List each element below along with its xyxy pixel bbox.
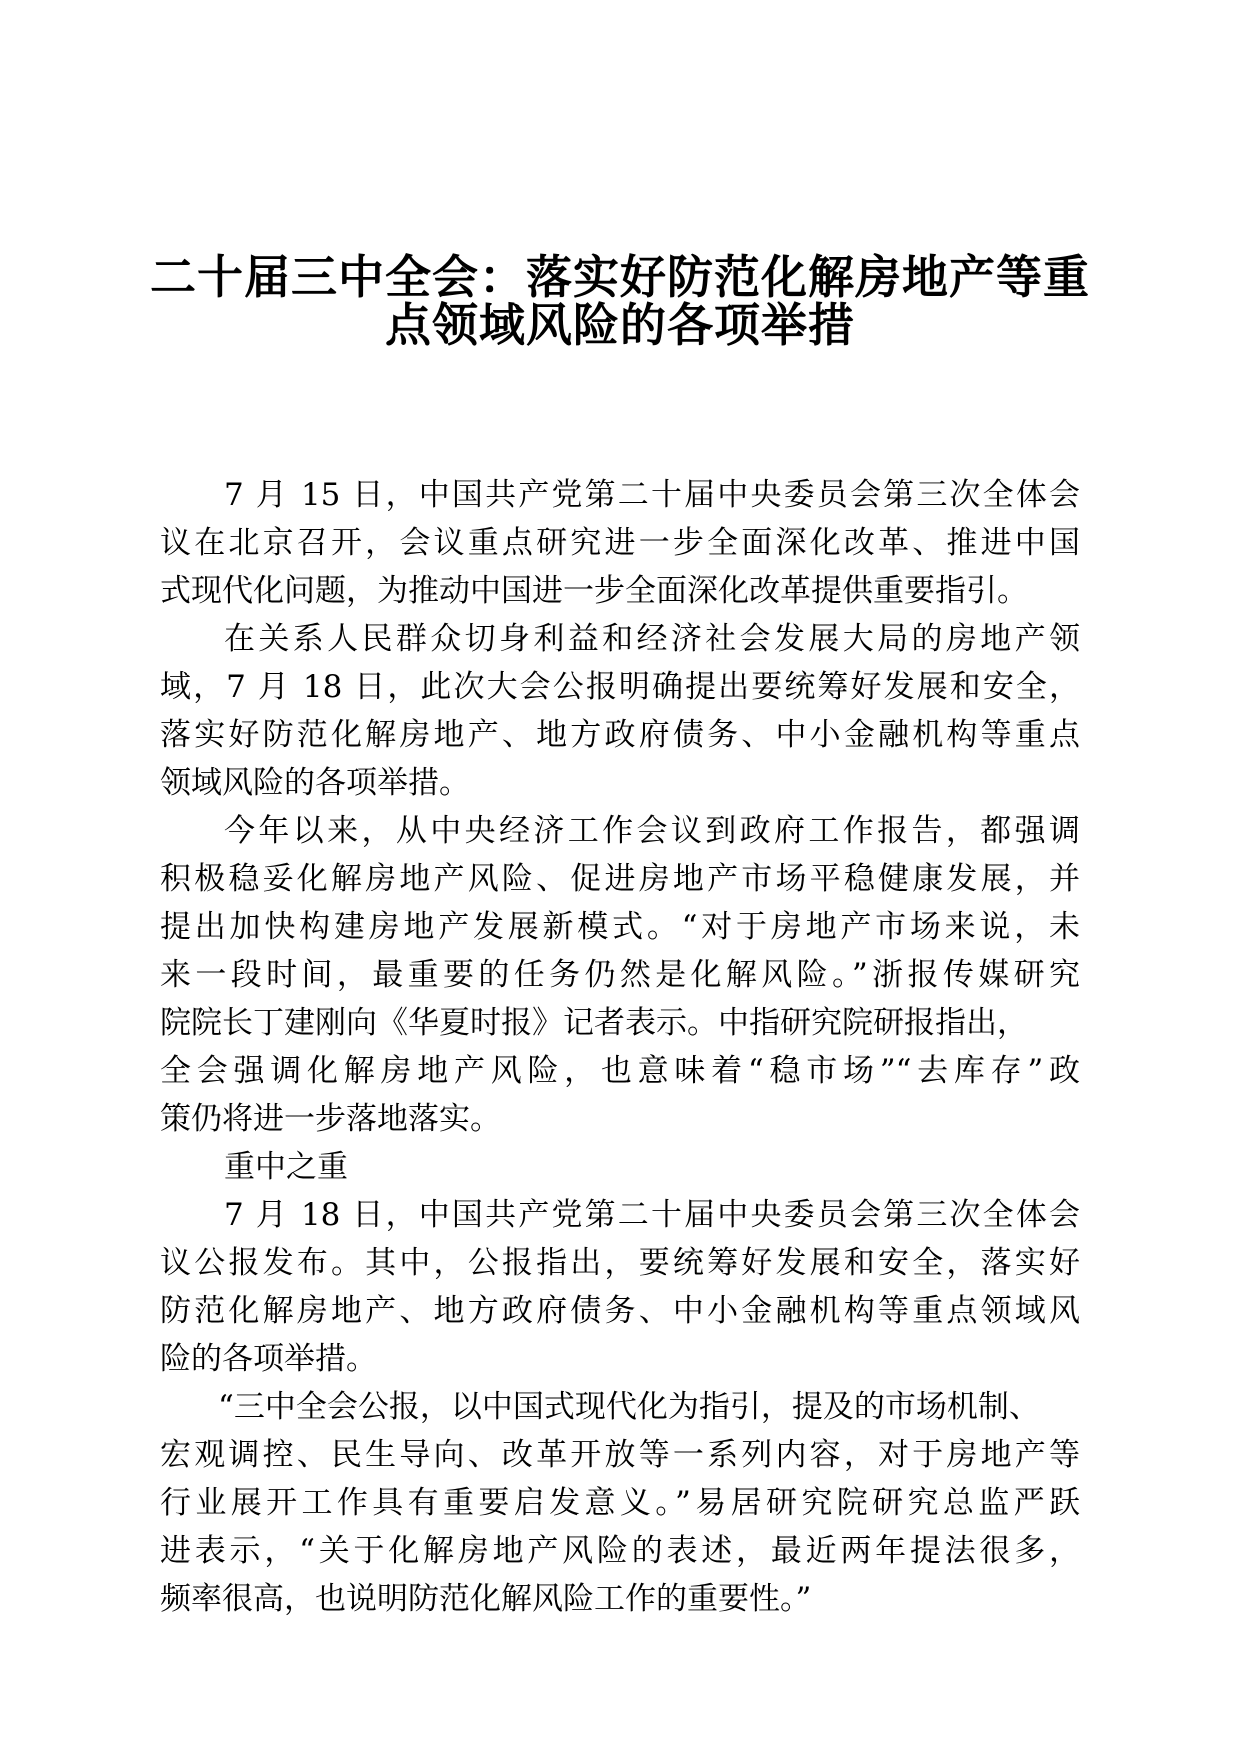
text-line: 险的各项举措。 (160, 1341, 377, 1377)
text-line: 7 月 18 日，中国共产党第二十届中央委员会第三次全体会 (224, 1197, 1080, 1233)
paragraph (160, 1191, 1080, 1383)
text-line: 在关系人民群众切身利益和经济社会发展大局的房地产领 (224, 621, 1080, 657)
text-line: 积极稳妥化解房地产风险、促进房地产市场平稳健康发展，并 (160, 861, 1080, 897)
document-body (160, 471, 1080, 1623)
text-line: 行业展开工作具有重要启发意义。”易居研究院研究总监严跃 (160, 1485, 1080, 1521)
title-line: 点领域风险的各项举措 (385, 298, 855, 352)
text-line: 域，7 月 18 日，此次大会公报明确提出要统筹好发展和安全， (160, 669, 1080, 705)
text-line: 议在北京召开，会议重点研究进一步全面深化改革、推进中国 (160, 525, 1080, 561)
text-line: 进表示，“关于化解房地产风险的表述，最近两年提法很多， (160, 1533, 1080, 1569)
text-line: 提出加快构建房地产发展新模式。“对于房地产市场来说，未 (160, 909, 1080, 945)
text-line: 频率很高，也说明防范化解风险工作的重要性。” (160, 1581, 812, 1617)
paragraph (160, 1383, 1080, 1623)
text-line: 领域风险的各项举措。 (160, 765, 470, 801)
text-line: 防范化解房地产、地方政府债务、中小金融机构等重点领域风 (160, 1293, 1080, 1329)
text-line: 式现代化问题，为推动中国进一步全面深化改革提供重要指引。 (160, 573, 1028, 609)
text-line: 来一段时间，最重要的任务仍然是化解风险。”浙报传媒研究 (160, 957, 1080, 993)
section-heading (160, 1143, 1080, 1191)
title-line: 二十届三中全会：落实好防范化解房地产等重 (150, 250, 1090, 304)
text-line: 策仍将进一步落地落实。 (160, 1101, 501, 1137)
text-line: 今年以来，从中央经济工作会议到政府工作报告，都强调 (224, 813, 1080, 849)
text-line: 全会强调化解房地产风险，也意味着“稳市场”“去库存”政 (160, 1053, 1080, 1089)
paragraph (160, 807, 1080, 1143)
text-line: 院院长丁建刚向《华夏时报》记者表示。中指研究院研报指出， (160, 1005, 1028, 1041)
text-line: 宏观调控、民生导向、改革开放等一系列内容，对于房地产等 (160, 1437, 1080, 1473)
section-heading-text: 重中之重 (224, 1149, 348, 1185)
text-line: “三中全会公报，以中国式现代化为指引，提及的市场机制、 (218, 1389, 1040, 1425)
text-line: 落实好防范化解房地产、地方政府债务、中小金融机构等重点 (160, 717, 1080, 753)
document-title (150, 232, 1090, 352)
paragraph (160, 615, 1080, 807)
paragraph (160, 471, 1080, 615)
text-line: 议公报发布。其中，公报指出，要统筹好发展和安全，落实好 (160, 1245, 1080, 1281)
text-line: 7 月 15 日，中国共产党第二十届中央委员会第三次全体会 (224, 477, 1080, 513)
